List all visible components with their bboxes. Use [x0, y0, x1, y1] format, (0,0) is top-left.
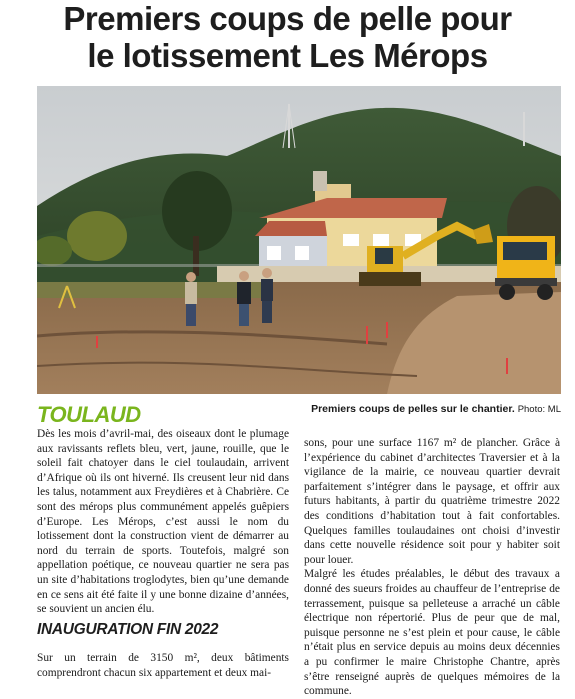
- article-column-1-continued: [37, 651, 289, 680]
- article-column-2: [304, 436, 560, 699]
- photo-credit: Photo: ML: [517, 404, 561, 415]
- headline: [0, 0, 575, 74]
- subhead-inauguration: INAUGURATION FIN 2022: [37, 621, 219, 638]
- construction-site-illustration: [37, 86, 561, 394]
- article-photo: [37, 86, 561, 394]
- lead-paragraph: Dès les mois d’avril-mai, des oiseaux dont le plumage aux ravissants reflets bleu, vert, jaune, rouille, que le soleil fait chatoyer dans le ciel toulaudain, arrivent d’Afrique où ils ont hiverné. Ils creusent leur nid dans les talus, notamment aux Freydières et à Chabrière. Ce sont des mérops plus communément appelés guêpiers d’Europe. Les Mérops, c’est aussi le nom du lotissement dont la construction vient de démarrer au nord du terrain de sports. Toutefois, malgré son appellation poétique, ce nouveau quartier ne sera pas un site d’habitations troglodytes, bien qu’une demande en ce sens ait été faite il y une bonne dizaine d’années, se souvient un ancien élu.: [37, 428, 289, 616]
- section-paragraph-start: Sur un terrain de 3150 m², deux bâtiments comprendront chacun six appartement et deux mai-: [37, 652, 289, 679]
- photo-caption-text: Premiers coups de pelles sur le chantier.: [311, 403, 515, 415]
- section-paragraph-continued: sons, pour une surface 1167 m² de plancher. Grâce à l’expérience du cabinet d’architectes Traversier et à la vigilance de la mairie, ce nouveau quartier devrait parfaitement s’intégrer dans le paysage, et offrir aux futurs habitants, à partir du quatrième trimestre 2022 des conditions d’habitation tout à fait confortables. Quelques familles toulaudaines ont choisi d’investir dans cette nouvelle résidence soit pour y habiter soit pour louer.: [304, 437, 560, 566]
- photo-caption: [311, 403, 561, 415]
- headline-line-2: le lotissement Les Mérops: [87, 37, 488, 74]
- works-paragraph: Malgré les études préalables, le début des travaux a donné des sueurs froides au chauffeur de l’entreprise de terrassement, puisque sa pelleteuse a arraché un câble électrique non répertorié. Plus de peur que de mal, puisque personne ne s’est plein et pour cause, le câble n’était plus en service depuis au moins deux décennies a pu confirmer le maire Christophe Chantre, après s’être renseigné auprès de quelques mémoires de la commune.: [304, 568, 560, 698]
- article-column-1: [37, 427, 289, 617]
- headline-line-1: Premiers coups de pelle pour: [63, 0, 512, 37]
- kicker-toulaud: TOULAUD: [37, 402, 141, 427]
